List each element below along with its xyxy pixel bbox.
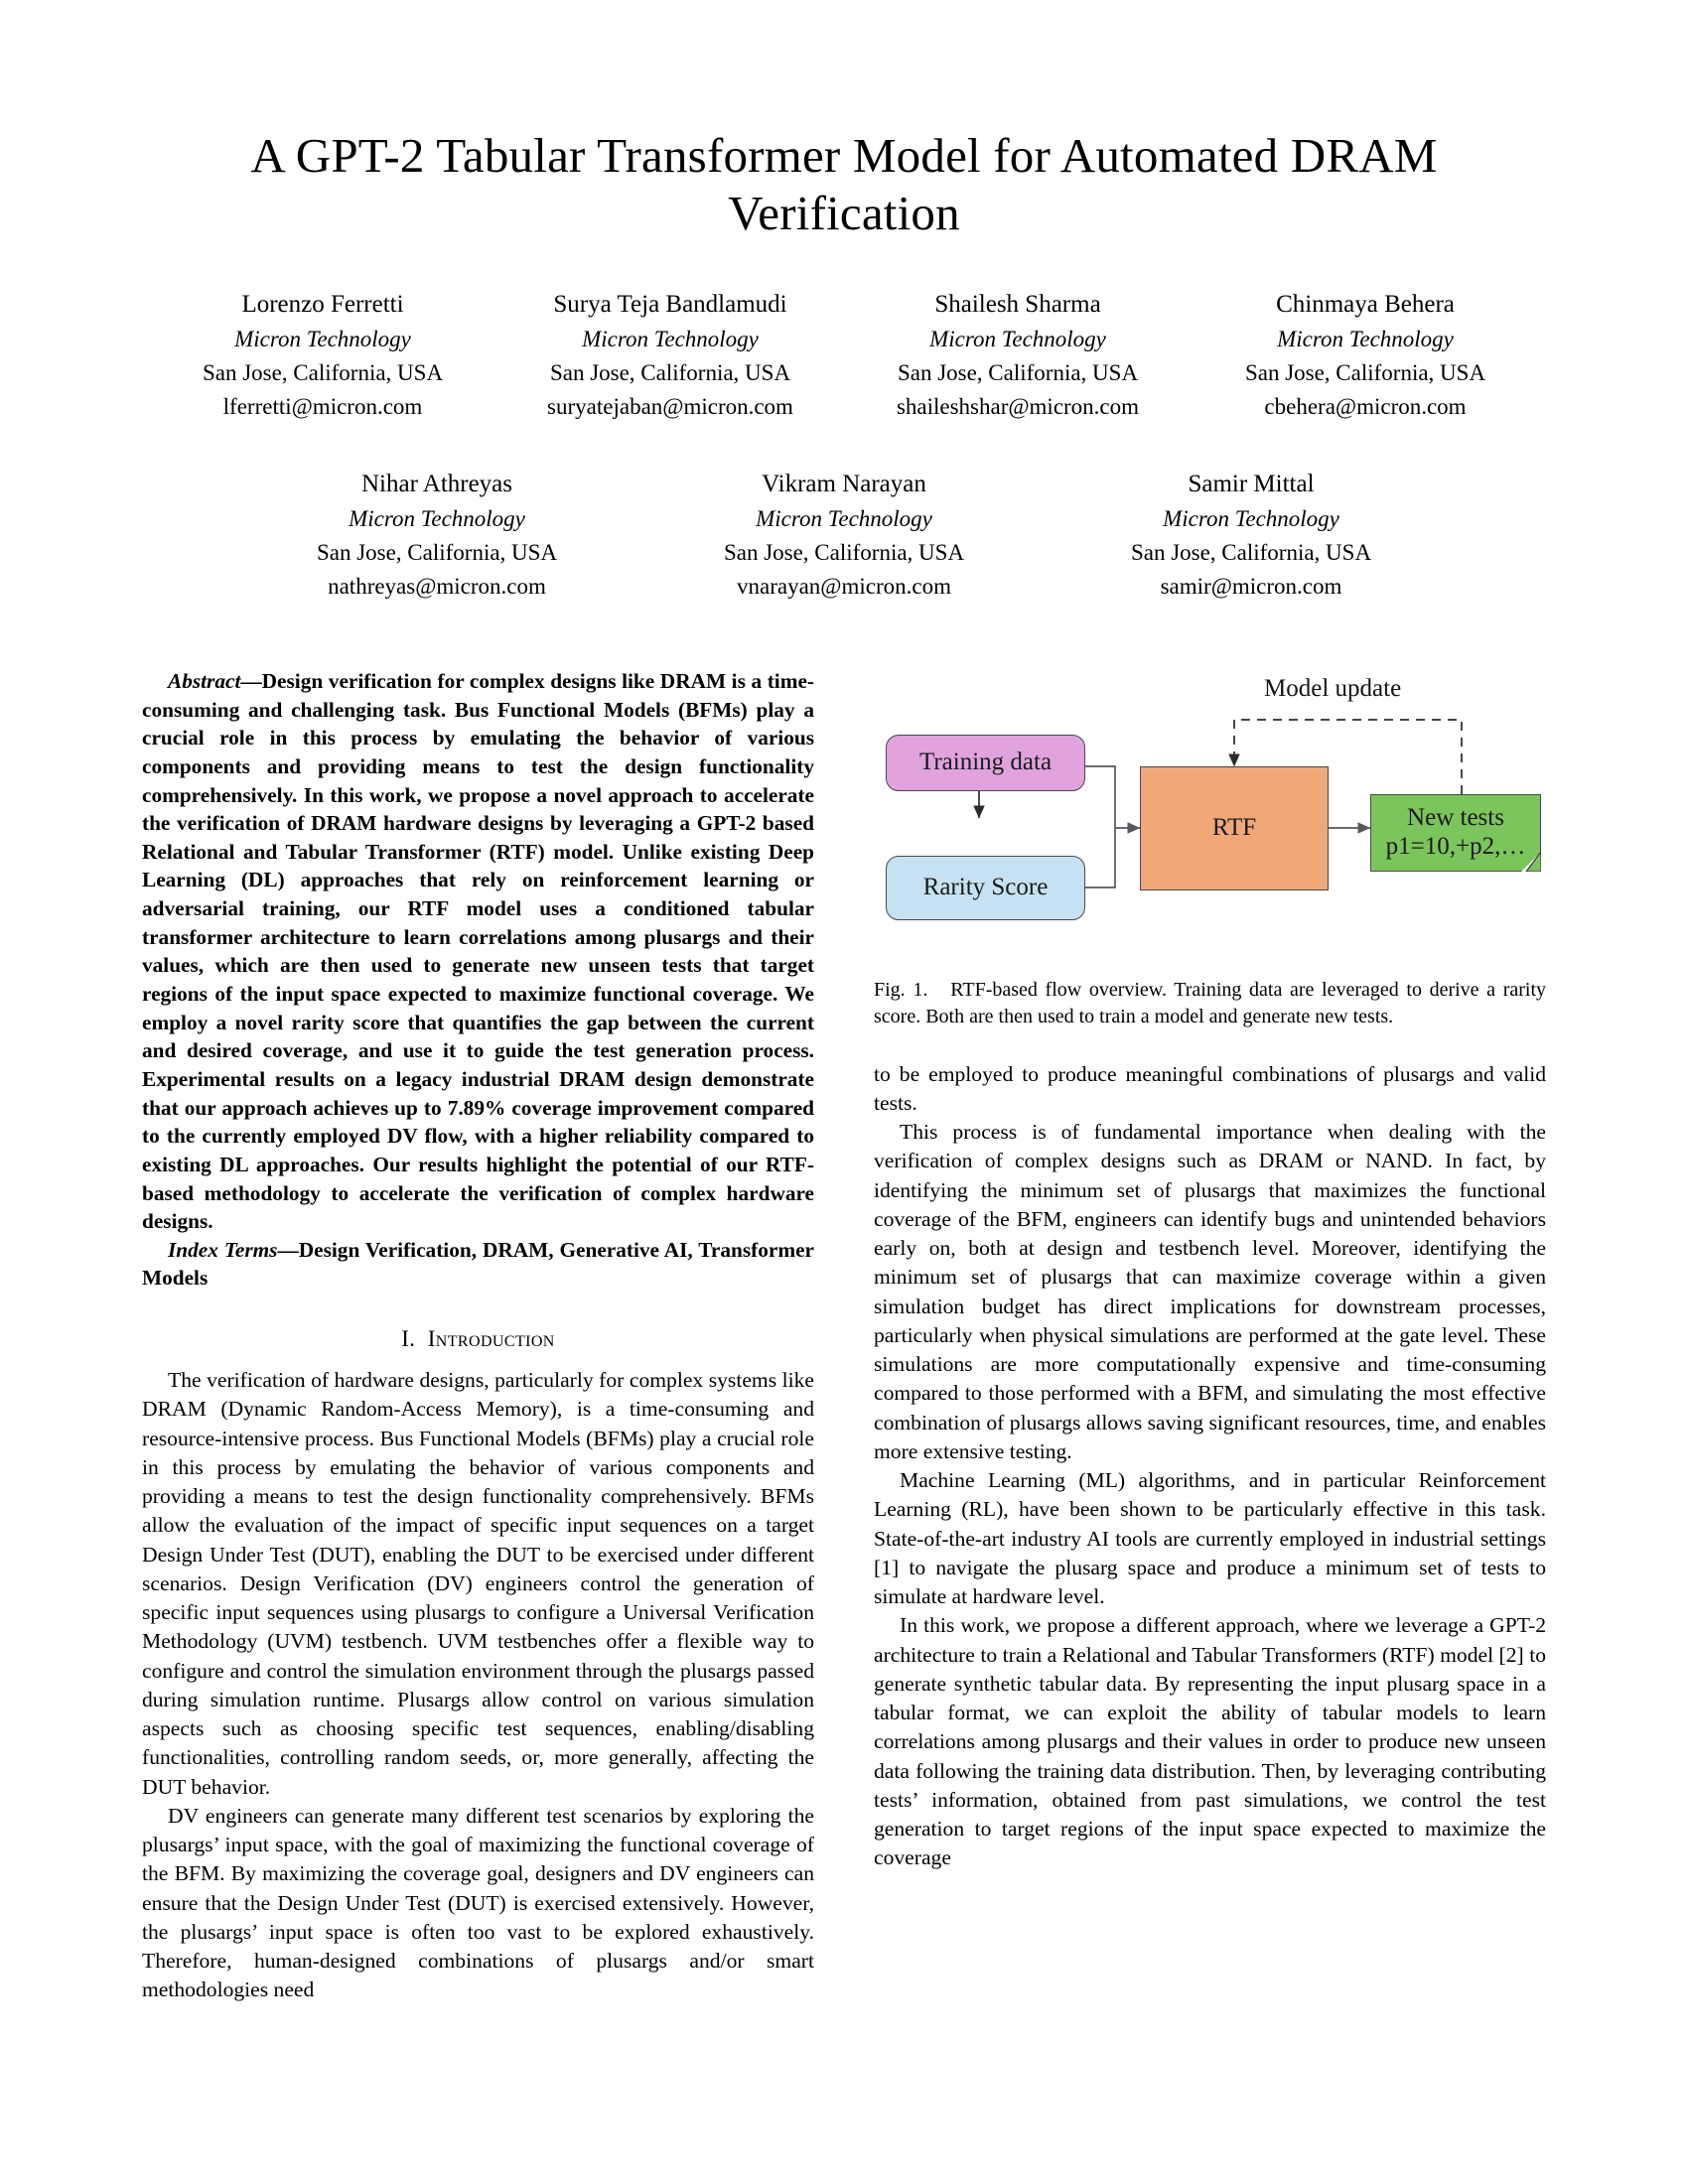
figure-1-caption [874,977,1546,1030]
author-email: suryatejaban@micron.com [547,393,793,419]
author-location: San Jose, California, USA [1130,539,1372,565]
intro-paragraph-1: The verification of hardware designs, particularly for complex systems like DRAM (Dynamic Random-Access Memory), is a time-consuming and resource-intensive process. Bus Functional Models (BFMs) play a crucial role in this process by emulating the behavior of various components and providing a means to test the design functionality comprehensively. BFMs allow the evaluation of the impact of specific input sequences on a target Design Under Test (DUT), enabling the DUT to be exercised under different scenarios. Design Verification (DV) engineers control the generation of specific input sequences using plusargs to configure a Universal Verification Methodology (UVM) testbench. UVM testbenches offer a flexible way to configure and control the simulation environment through the plusargs passed during simulation runtime. Plusargs allow control on various simulation aspects such as choosing specific test sequences, enabling/disabling functionalities, controlling random seeds, or, more generally, affecting the DUT behavior. [142,1368,814,1799]
figure-caption-label: Fig. 1. [874,979,928,1001]
author-affiliation: Micron Technology [1163,505,1339,531]
section-numeral: I. [401,1326,416,1352]
author-entry [1192,286,1539,424]
author-row-2 [149,466,1539,604]
author-affiliation: Micron Technology [582,326,759,351]
author-affiliation: Micron Technology [929,326,1106,351]
index-terms-paragraph [142,1236,814,1293]
author-email: nathreyas@micron.com [328,573,546,599]
author-email: samir@micron.com [1160,573,1342,599]
author-affiliation: Micron Technology [234,326,411,351]
right-paragraph-3: Machine Learning (ML) algorithms, and in particular Reinforcement Learning (RL), have been shown to be particularly effective in this task. State-of-the-art industry AI tools are currently employed in industrial settings [1] to navigate the plusarg space and produce a minimum set of tests to simulate at hardware level. [874,1468,1546,1609]
author-location: San Jose, California, USA [549,359,791,385]
author-name: Lorenzo Ferretti [241,290,404,318]
author-affiliation: Micron Technology [349,505,525,531]
right-paragraph-1: to be employed to produce meaningful combinations of plusargs and valid tests. [874,1061,1546,1115]
figure-new-tests-line1: New tests [1407,804,1504,832]
right-paragraph-4: In this work, we propose a different approach, where we leverage a GPT-2 architecture to train a Relational and Tabular Transformers (RTF) model [2] to generate synthetic tabular data. By representing the input plusarg space in a tabular format, we can exploit the ability of tabular models to learn correlations among plusargs and their values in order to produce new unseen data following the training data distribution. Then, by leveraging contributing tests’ information, obtained from past simulations, we control the test generation to target regions of the input space expected to maximize the coverage [874,1613,1546,1870]
author-name: Chinmaya Behera [1276,290,1455,318]
right-paragraph-2: This process is of fundamental importance when dealing with the verification of complex designs such as DRAM or NAND. In fact, by identifying the minimum set of plusargs that maximizes the functional coverage of the BFM, engineers can identify bugs and unintended behaviors early on, both at design and testbench level. Moreover, identifying the minimum set of plusargs that can maximize coverage within a given simulation budget has direct implications for downstream processes, particularly when physical simulations are performed at the gate level. These simulations are more computationally expensive and time-consuming compared to those performed with a BFM, and simulating the most effective combination of plusargs allows saving significant resources, time, and enables more extensive testing. [874,1120,1546,1463]
right-column [874,667,1546,2047]
author-name: Samir Mittal [1188,470,1315,497]
author-name: Surya Teja Bandlamudi [553,290,787,318]
author-name: Nihar Athreyas [360,470,513,497]
two-column-body [142,667,1546,2047]
page-title: A GPT-2 Tabular Transformer Model for Automated DRAM Verification [250,128,1438,240]
intro-paragraph-2: DV engineers can generate many different test scenarios by exploring the plusargs’ input space, with the goal of maximizing the functional coverage of the BFM. By maximizing the coverage goal, designers and DV engineers can ensure that the Design Under Test (DUT) is exercised extensively. However, the plusargs’ input space is often too vast to be explored exhaustively. Therefore, human-designed combinations of plusargs and/or smart methodologies need [142,1803,814,2002]
author-location: San Jose, California, USA [723,539,965,565]
author-email: vnarayan@micron.com [737,573,951,599]
figure-label-model-update: Model update [1264,675,1402,702]
abstract-label: Abstract [168,669,241,693]
abstract-paragraph [142,667,814,1236]
index-terms-label: Index Terms [168,1237,278,1262]
author-email: cbehera@micron.com [1264,393,1467,419]
author-entry [640,466,1048,604]
author-entry [496,286,844,424]
author-location: San Jose, California, USA [1244,359,1486,385]
author-row-1 [149,286,1539,424]
figure-1 [874,667,1546,1030]
author-email: lferretti@micron.com [222,393,423,419]
author-entry [844,286,1192,424]
figure-node-rtf: RTF [1140,766,1329,890]
abstract-text: —Design verification for complex designs like DRAM is a time-consuming and challenging task. Bus Functional Models (BFMs) play a crucial role in this process by emulating the behavior of various components and providing means to test the design functionality comprehensively. In this work, we propose a novel approach to accelerate the verification of DRAM hardware designs by leveraging a GPT-2 based Relational and Tabular Transformer (RTF) model. Unlike existing Deep Learning (DL) approaches that rely on reinforcement learning or adversarial training, our RTF model uses a conditioned tabular transformer architecture to learn correlations among plusargs and their values, which are then used to generate new unseen tests that target regions of the input space expected to maximize functional coverage. We employ a novel rarity score that quantifies the gap between the current and desired coverage, and use it to guide the test generation process. Experimental results on a legacy industrial DRAM design demonstrate that our approach achieves up to 7.89% coverage improvement compared to the currently employed DV flow, with a higher reliability compared to existing DL approaches. Our results highlight the potential of our RTF-based methodology to accelerate the verification of complex hardware designs. [142,669,814,1234]
author-entry [233,466,640,604]
author-location: San Jose, California, USA [316,539,558,565]
author-name: Vikram Narayan [762,470,926,497]
section-title: Introduction [427,1326,555,1352]
figure-node-new-tests [1370,794,1541,872]
author-email: shaileshshar@micron.com [896,393,1140,419]
author-block [0,286,1688,604]
author-name: Shailesh Sharma [934,290,1101,318]
author-affiliation: Micron Technology [1277,326,1454,351]
section-heading-introduction [142,1326,814,1352]
figure-1-diagram [874,667,1546,965]
author-entry [1048,466,1455,604]
author-affiliation: Micron Technology [756,505,932,531]
figure-node-training-data: Training data [886,735,1085,791]
note-fold-icon [1521,852,1541,872]
left-column [142,667,814,2047]
figure-new-tests-line2: p1=10,+p2,… [1385,833,1526,860]
figure-node-rarity-score: Rarity Score [886,856,1085,920]
author-location: San Jose, California, USA [897,359,1139,385]
figure-caption-text: RTF-based flow overview. Training data are leveraged to derive a rarity score. Both are then used to train a model and generate new tests. [874,979,1547,1027]
index-terms-text: —Design Verification, DRAM, Generative AI, Transformer Models [142,1237,814,1291]
author-entry [149,286,496,424]
author-location: San Jose, California, USA [202,359,444,385]
